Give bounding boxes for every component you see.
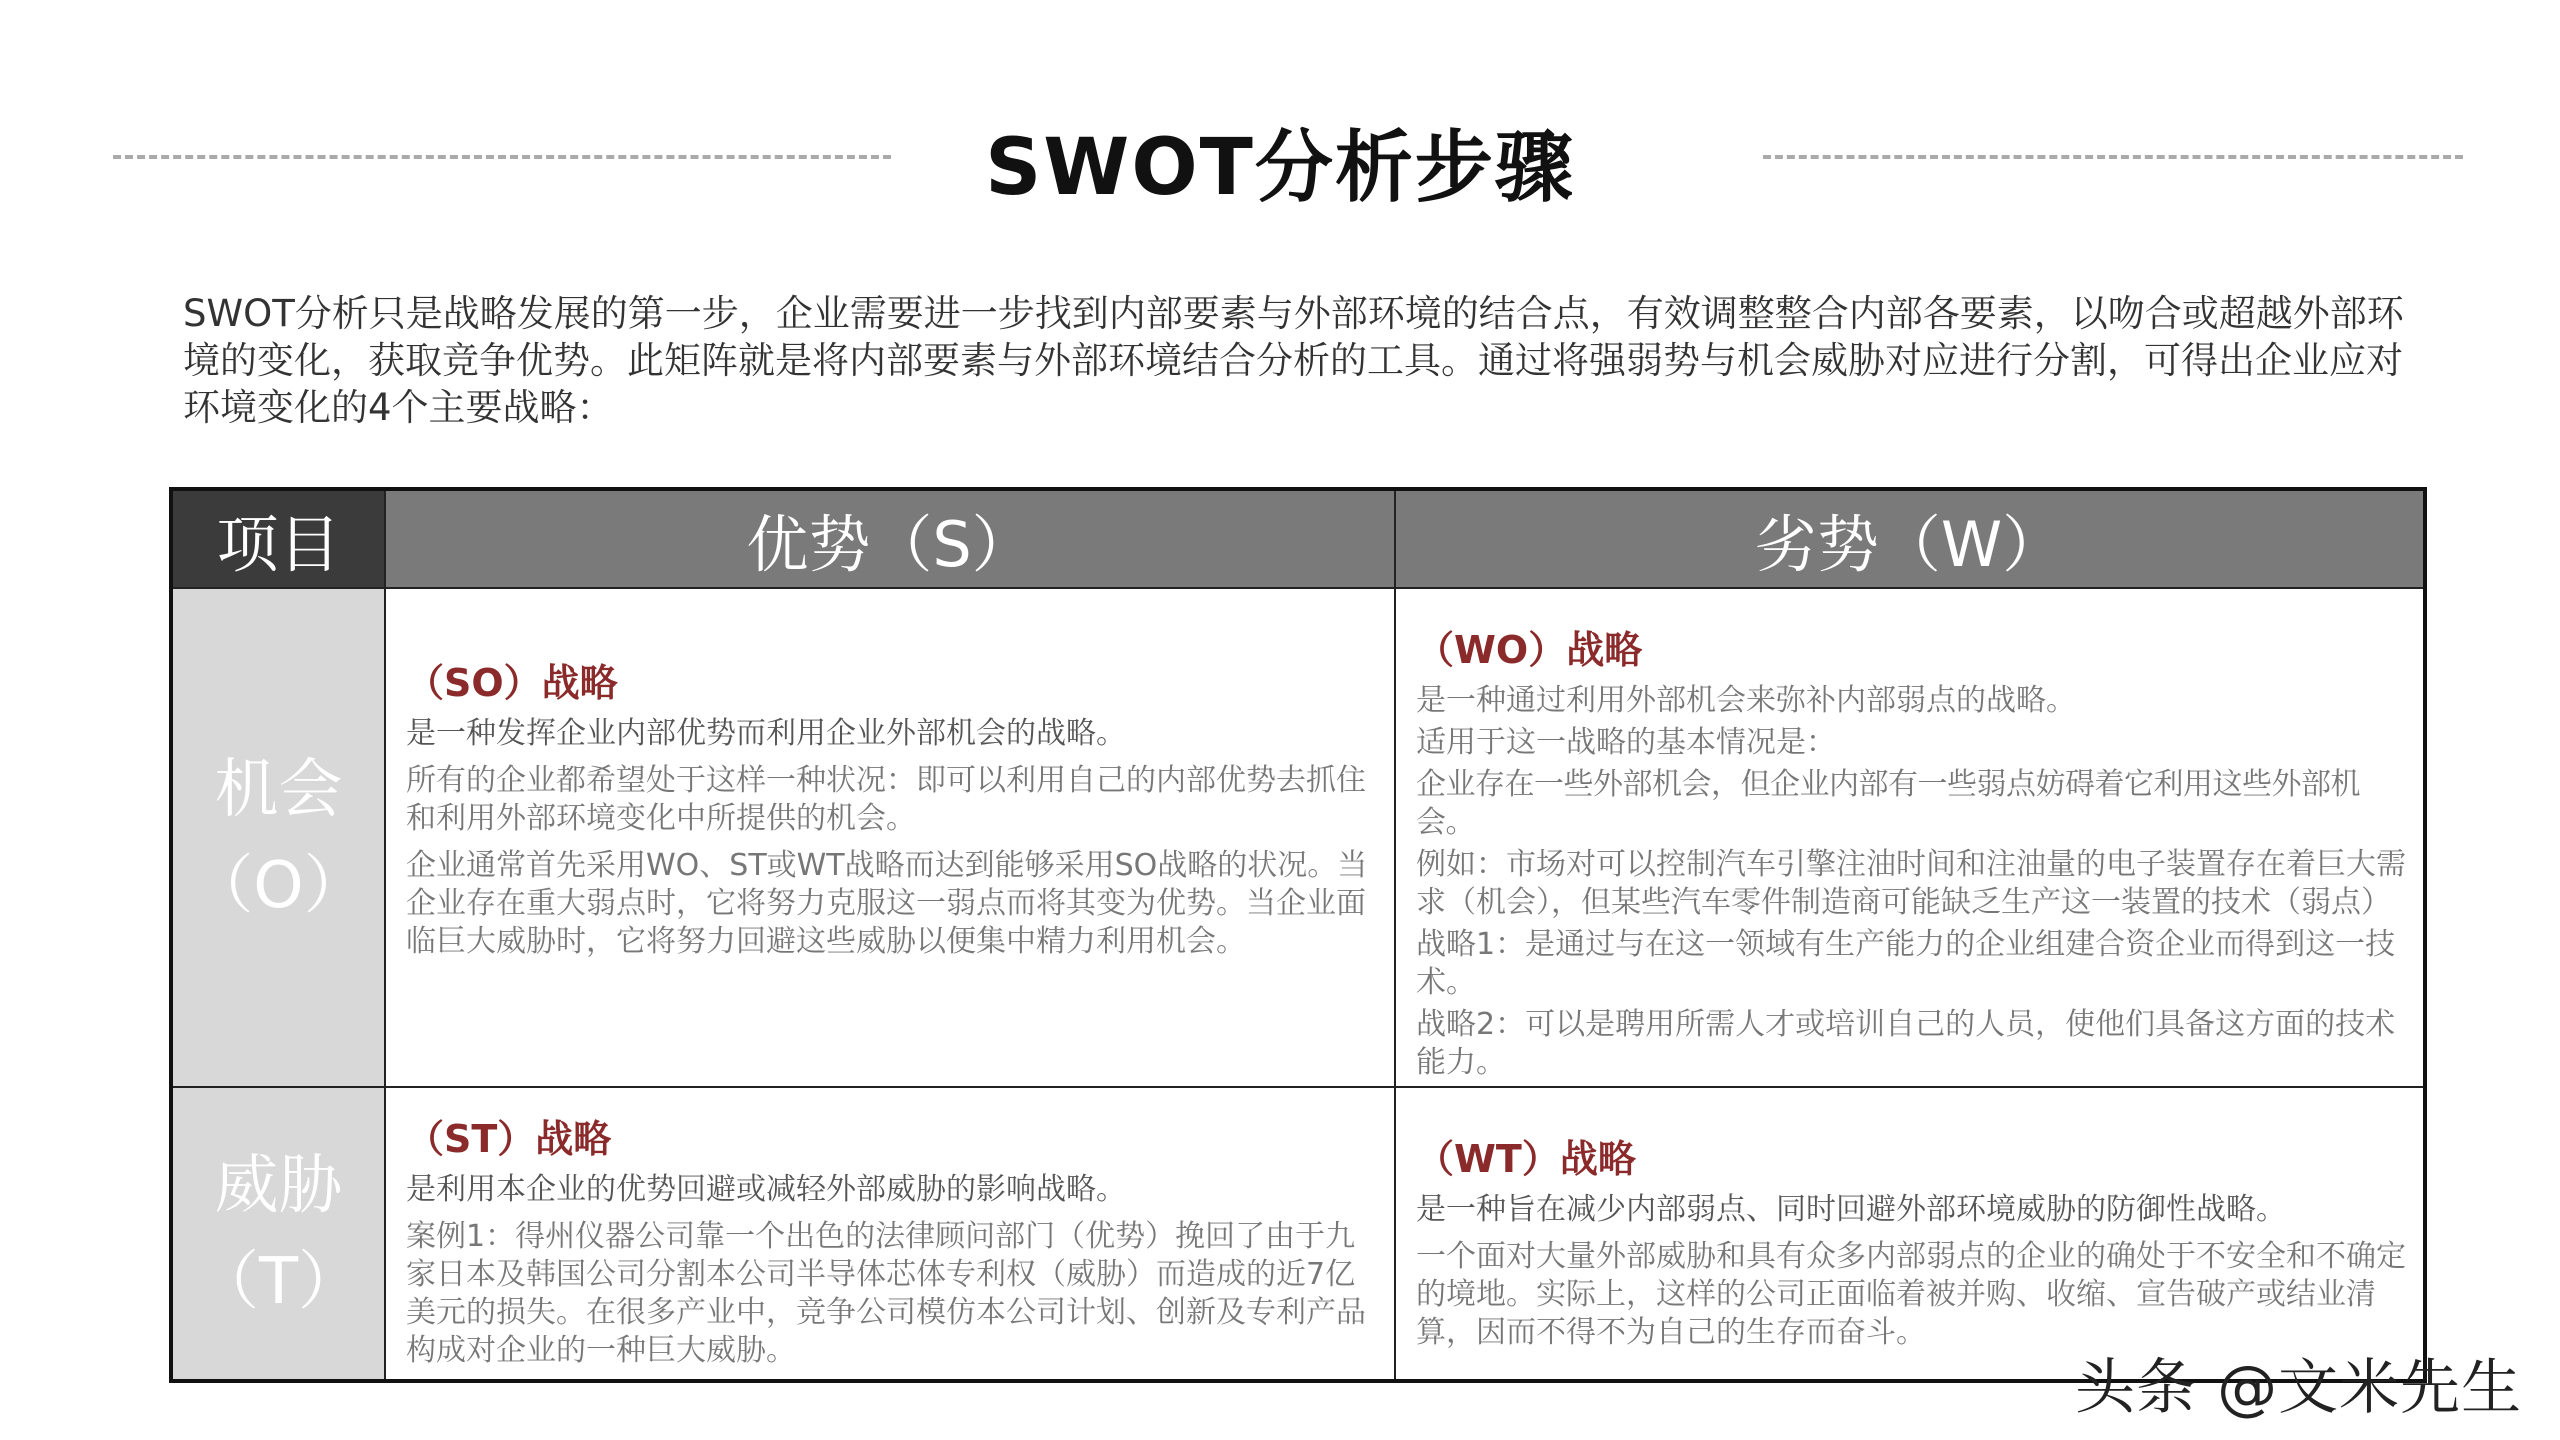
wo-paragraph-5: 战略1：是通过与在这一领域有生产能力的企业组建合资企业而得到这一技术。	[1416, 927, 2396, 1000]
opportunity-label: 机会	[214, 752, 343, 827]
threat-row-header	[171, 1087, 385, 1381]
opportunity-code: （O）	[189, 848, 368, 923]
wo-paragraph-4: 例如：市场对可以控制汽车引擎注油时间和注油量的电子装置存在着巨大需求（机会），但某些汽车零件制造商可能缺乏生产这一装置的技术（弱点）	[1416, 847, 2406, 920]
st-paragraph-2: 案例1：得州仪器公司靠一个出色的法律顾问部门（优势）挽回了由于九家日本及韩国公司分割本公司半导体芯体专利权（威胁）而造成的近7亿美元的损失。在很多产业中，竞争公司模仿本公司计划、创新及专利产品构成对企业的一种巨大威胁。	[406, 1219, 1366, 1368]
threat-label: 威胁	[214, 1148, 343, 1223]
wo-paragraph-3: 企业存在一些外部机会，但企业内部有一些弱点妨碍着它利用这些外部机会。	[1416, 767, 2360, 840]
header-item-cell: 项目	[171, 489, 385, 588]
intro-paragraph: SWOT分析只是战略发展的第一步，企业需要进一步找到内部要素与外部环境的结合点，有效调整整合内部各要素，以吻合或超越外部环境的变化，获取竞争优势。此矩阵就是将内部要素与外部环境结合分析的工具。通过将强弱势与机会威胁对应进行分割，可得出企业应对环境变化的4个主要战略：	[183, 292, 2404, 429]
wo-paragraph-2: 适用于这一战略的基本情况是：	[1416, 725, 1836, 760]
so-paragraph-3: 企业通常首先采用WO、ST或WT战略而达到能够采用SO战略的状况。当企业存在重大弱点时，它将努力克服这一弱点而将其变为优势。当企业面临巨大威胁时，它将努力回避这些威胁以便集中精力利用机会。	[406, 848, 1368, 959]
wo-strategy-title: （WO）战略	[1416, 628, 1643, 672]
wo-strategy-cell	[1395, 588, 2425, 1087]
wt-strategy-cell	[1395, 1087, 2425, 1381]
opportunity-row	[171, 588, 2425, 1087]
threat-code: （T）	[194, 1244, 363, 1319]
st-paragraph-1: 是利用本企业的优势回避或减轻外部威胁的影响战略。	[406, 1172, 1126, 1207]
so-paragraph-1: 是一种发挥企业内部优势而利用企业外部机会的战略。	[406, 716, 1126, 751]
st-strategy-cell	[385, 1087, 1395, 1381]
header-strength-cell: 优势（S）	[385, 489, 1395, 588]
wo-paragraph-1: 是一种通过利用外部机会来弥补内部弱点的战略。	[1416, 683, 2076, 718]
swot-matrix-table	[169, 487, 2427, 1383]
header-weakness-cell: 劣势（W）	[1395, 489, 2425, 588]
opportunity-row-header	[171, 588, 385, 1087]
so-strategy-cell	[385, 588, 1395, 1087]
wt-strategy-title: （WT）战略	[1416, 1137, 1636, 1181]
st-strategy-title: （ST）战略	[406, 1117, 612, 1161]
wo-paragraph-6: 战略2：可以是聘用所需人才或培训自己的人员，使他们具备这方面的技术能力。	[1416, 1007, 2396, 1080]
threat-row	[171, 1087, 2425, 1381]
so-strategy-title: （SO）战略	[406, 661, 618, 705]
wt-paragraph-1: 是一种旨在减少内部弱点、同时回避外部环境威胁的防御性战略。	[1416, 1192, 2286, 1227]
so-paragraph-2: 所有的企业都希望处于这样一种状况：即可以利用自己的内部优势去抓住和利用外部环境变化中所提供的机会。	[406, 763, 1366, 836]
wt-paragraph-2: 一个面对大量外部威胁和具有众多内部弱点的企业的确处于不安全和不确定的境地。实际上，这样的公司正面临着被并购、收缩、宣告破产或结业清算，因而不得不为自己的生存而奋斗。	[1416, 1239, 2406, 1350]
page-title: SWOT分析步骤	[985, 123, 1575, 213]
table-header-row	[171, 489, 2425, 588]
watermark-text: 头条 @文米先生	[2075, 1353, 2523, 1423]
